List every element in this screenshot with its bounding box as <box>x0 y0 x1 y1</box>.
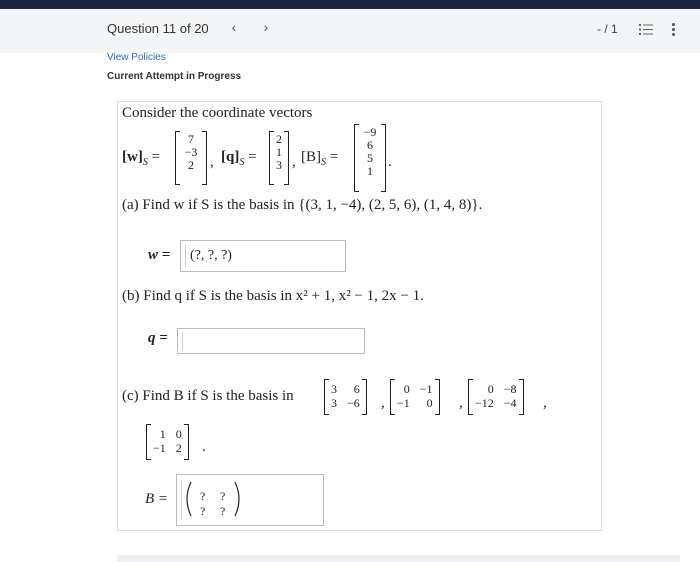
matrix-entry: 0 <box>175 427 182 441</box>
list-icon[interactable] <box>639 24 653 35</box>
matrix-entry: 0 <box>426 396 433 410</box>
matrix-entry: 0 <box>487 382 494 396</box>
separator: . <box>388 154 392 170</box>
matrix-entry: 0 <box>403 382 410 396</box>
question-header <box>0 9 700 53</box>
matrix-entry: −3 <box>184 145 198 159</box>
separator: , <box>381 395 385 411</box>
matrix-entry: 2 <box>175 441 182 455</box>
basis-matrix-2 <box>390 379 440 415</box>
chevron-right-icon[interactable]: › <box>263 19 269 35</box>
footer-strip <box>117 555 680 562</box>
view-policies-link[interactable]: View Policies <box>107 52 166 63</box>
b-coordinate-vector <box>354 124 386 192</box>
q-coordinate-vector <box>269 131 289 185</box>
matrix-entry: 2 <box>276 132 282 146</box>
part-c-answer-input[interactable] <box>176 474 324 526</box>
matrix-entry: 3 <box>276 158 282 172</box>
matrix-entry: −1 <box>419 382 433 396</box>
separator: , <box>459 395 463 411</box>
paren-brackets <box>182 480 244 518</box>
matrix-entry: 3 <box>331 382 337 396</box>
matrix-entry: −9 <box>363 125 377 139</box>
part-c-cell: ? <box>200 489 206 503</box>
part-b-answer-input[interactable] <box>177 328 365 354</box>
matrix-entry: −8 <box>503 382 517 396</box>
w-vector-label: $[w]_S$ = <box>122 149 161 168</box>
basis-matrix-3 <box>468 379 524 415</box>
matrix-entry: 6 <box>367 138 373 152</box>
b-vector-label: $[B]_S$ = <box>301 149 339 168</box>
part-c-prompt: (c) Find B if S is the basis in <box>122 388 294 404</box>
question-counter: Question 11 of 20 <box>107 21 209 36</box>
matrix-entry: −1 <box>153 441 166 455</box>
separator: , <box>210 154 214 170</box>
part-b-answer-value <box>182 332 187 350</box>
separator: , <box>543 395 547 411</box>
q-vector-label: $[q]_S$ = <box>221 149 257 168</box>
matrix-entry: 2 <box>188 158 194 172</box>
part-c-variable: B = <box>145 491 169 507</box>
question-intro: Consider the coordinate vectors <box>122 105 313 121</box>
matrix-entry: −1 <box>397 396 410 410</box>
question-box <box>117 101 602 531</box>
part-c-cell: ? <box>200 504 206 518</box>
separator: . <box>202 439 206 455</box>
chevron-left-icon[interactable]: ‹ <box>231 19 237 35</box>
basis-matrix-1 <box>324 379 367 415</box>
matrix-entry: −6 <box>347 396 360 410</box>
matrix-entry: 5 <box>367 151 373 165</box>
matrix-entry: 1 <box>367 164 373 178</box>
more-vertical-icon[interactable] <box>671 23 677 37</box>
part-c-cell: ? <box>220 489 226 503</box>
part-a-variable: w = <box>148 247 171 263</box>
matrix-entry: −12 <box>475 396 494 410</box>
matrix-entry: 1 <box>159 427 166 441</box>
part-a-prompt: (a) Find w if S is the basis in {(3, 1, −4), (2, 5, 6), (1, 4, 8)}. <box>122 197 483 213</box>
matrix-entry: 3 <box>331 396 337 410</box>
score-display: - / 1 <box>597 22 618 36</box>
basis-matrix-4 <box>146 424 189 460</box>
part-a-answer-value: (?, ?, ?) <box>185 245 232 267</box>
matrix-entry: −4 <box>503 396 517 410</box>
matrix-entry: 1 <box>276 145 282 159</box>
w-coordinate-vector <box>175 131 207 185</box>
top-bar <box>0 0 700 9</box>
matrix-entry: 6 <box>353 382 360 396</box>
part-c-matrix <box>181 480 244 520</box>
part-c-cell: ? <box>220 504 226 518</box>
attempt-status: Current Attempt in Progress <box>107 71 242 82</box>
matrix-entry: 7 <box>188 132 194 146</box>
part-a-answer-input[interactable] <box>180 240 346 272</box>
separator: , <box>292 154 296 170</box>
part-b-prompt: (b) Find q if S is the basis in x² + 1, x² − 1, 2x − 1. <box>122 288 424 304</box>
part-b-variable: q = <box>148 330 168 346</box>
